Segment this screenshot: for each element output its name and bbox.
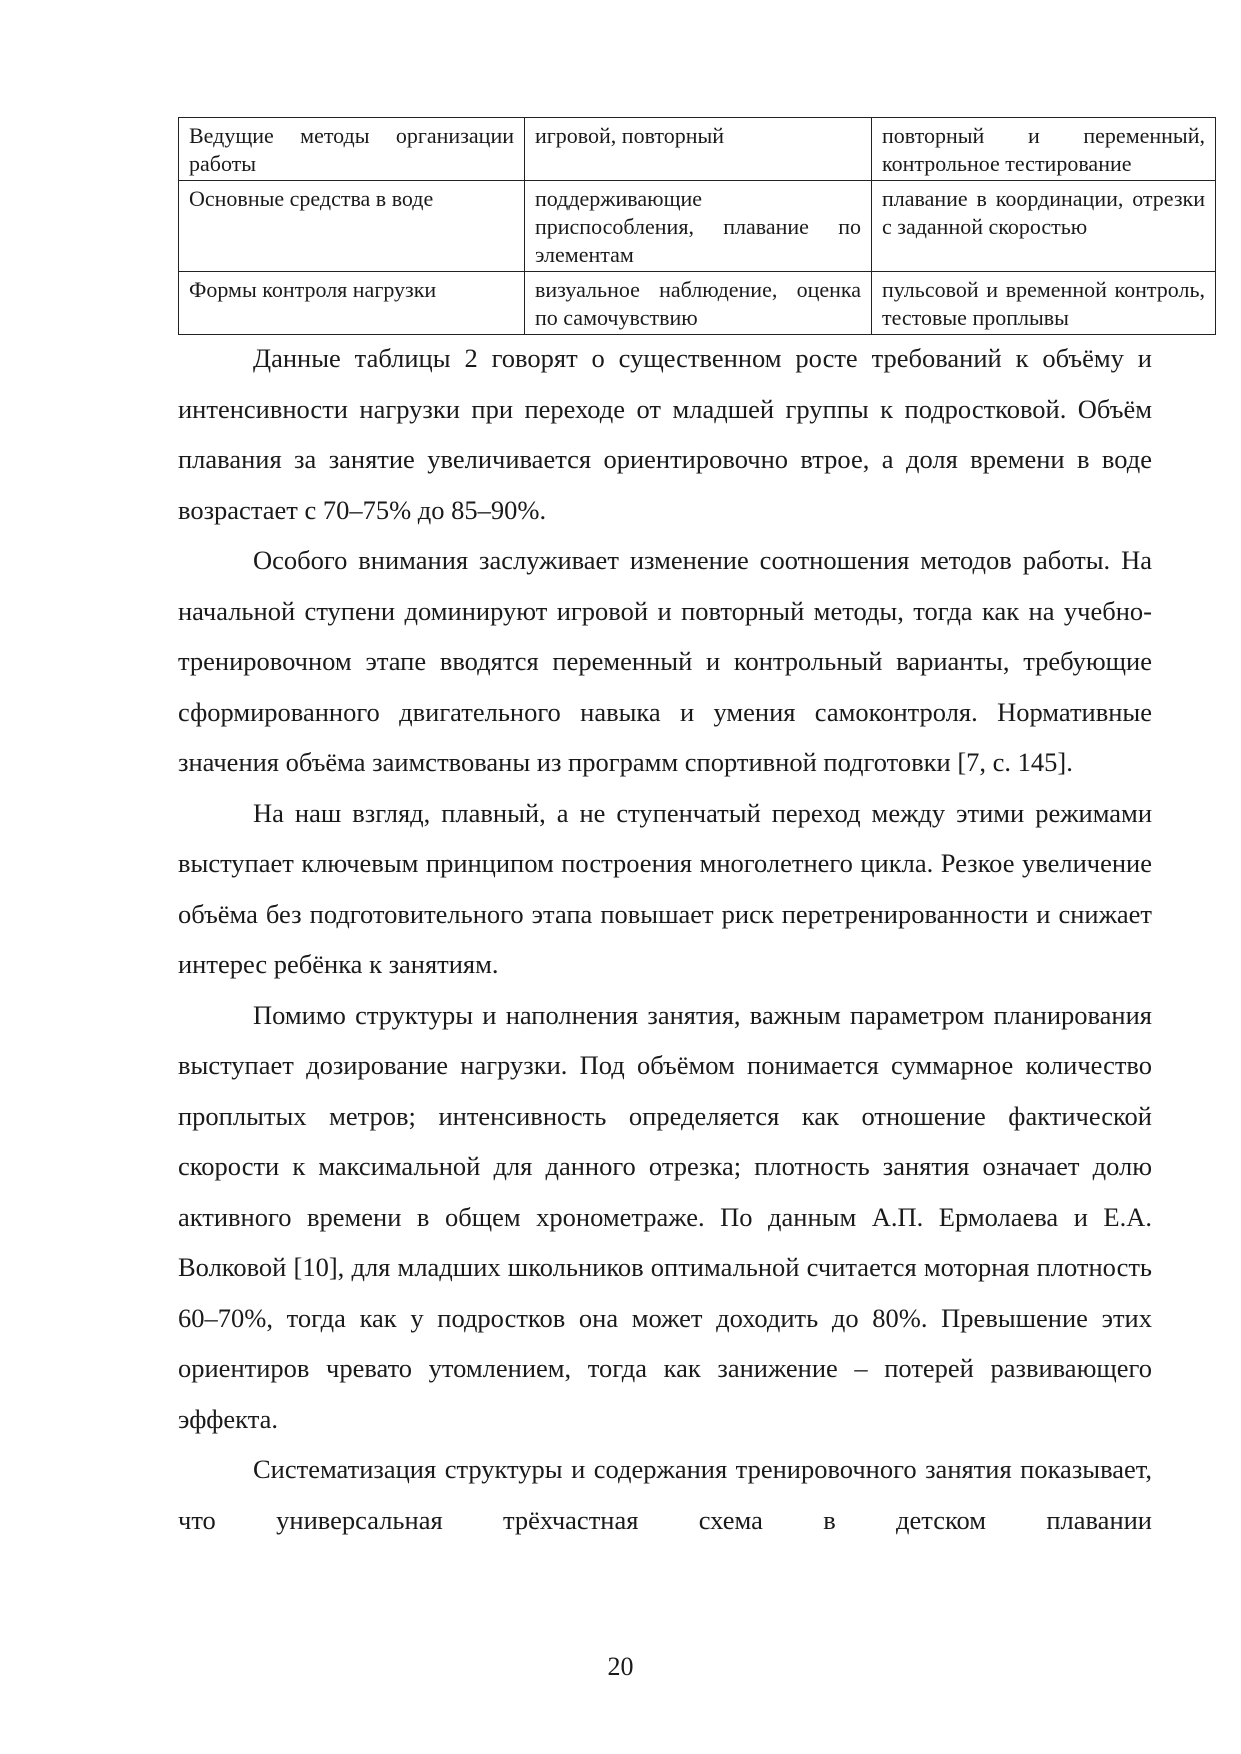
table-cell <box>179 272 525 335</box>
table-cell <box>872 181 1216 272</box>
paragraph: Данные таблицы 2 говорят о существенном росте требований к объёму и интенсивности нагрузки при переходе от младшей группы к подростковой. Объём плавания за занятие увеличивается ориентировочно втрое, а доля времени в воде возрастает с 70–75% до 85–90%. <box>178 343 1152 525</box>
cell-text: повторный и переменный, контрольное тестирование <box>882 123 1205 176</box>
cell-text: Формы контроля нагрузки <box>189 277 437 302</box>
table-row <box>179 118 1216 181</box>
cell-text: плавание в координации, отрезки с заданной скоростью <box>882 186 1205 239</box>
paragraph: Помимо структуры и наполнения занятия, важным параметром планирования выступает дозирование нагрузки. Под объёмом понимается суммарное количество проплытых метров; интенсивность определяется как отношение фактической скорости к максимальной для данного отрезка; плотность занятия означает долю активного времени в общем хронометраже. По данным А.П. Ермолаева и Е.А. Волковой [10], для младших школьников оптимальной считается моторная плотность 60–70%, тогда как у подростков она может доходить до 80%. Превышение этих ориентиров чревато утомлением, тогда как занижение – потерей развивающего эффекта. <box>178 999 1152 1434</box>
table-cell <box>525 118 872 181</box>
table-cell <box>525 272 872 335</box>
comparison-table <box>178 117 1216 335</box>
table-cell <box>179 181 525 272</box>
paragraph: Систематизация структуры и содержания тренировочного занятия показывает, что универсальная трёхчастная схема в детском плавании <box>178 1454 1152 1535</box>
table-cell <box>872 118 1216 181</box>
table-row <box>179 272 1216 335</box>
table-cell <box>872 272 1216 335</box>
table-row <box>179 181 1216 272</box>
page-content <box>178 117 1205 1545</box>
table-cell <box>179 118 525 181</box>
cell-text: поддерживающие приспособления, плавание по элементам <box>535 186 861 267</box>
cell-text: пульсовой и временной контроль, тестовые проплывы <box>882 277 1205 330</box>
table-cell <box>525 181 872 272</box>
cell-text: Ведущие методы организации работы <box>189 123 514 176</box>
cell-text: Основные средства в воде <box>189 186 434 211</box>
cell-text: игровой, повторный <box>535 123 725 148</box>
paragraph: Особого внимания заслуживает изменение соотношения методов работы. На начальной ступени доминируют игровой и повторный методы, тогда как на учебно-тренировочном этапе вводятся переменный и контрольный варианты, требующие сформированного двигательного навыка и умения самоконтроля. Нормативные значения объёма заимствованы из программ спортивной подготовки [7, с. 145]. <box>178 545 1152 777</box>
paragraph: На наш взгляд, плавный, а не ступенчатый переход между этими режимами выступает ключевым принципом построения многолетнего цикла. Резкое увеличение объёма без подготовительного этапа повышает риск перетренированности и снижает интерес ребёнка к занятиям. <box>178 797 1152 979</box>
cell-text: визуальное наблюдение, оценка по самочувствию <box>535 277 861 330</box>
page-number: 20 <box>607 1652 634 1681</box>
